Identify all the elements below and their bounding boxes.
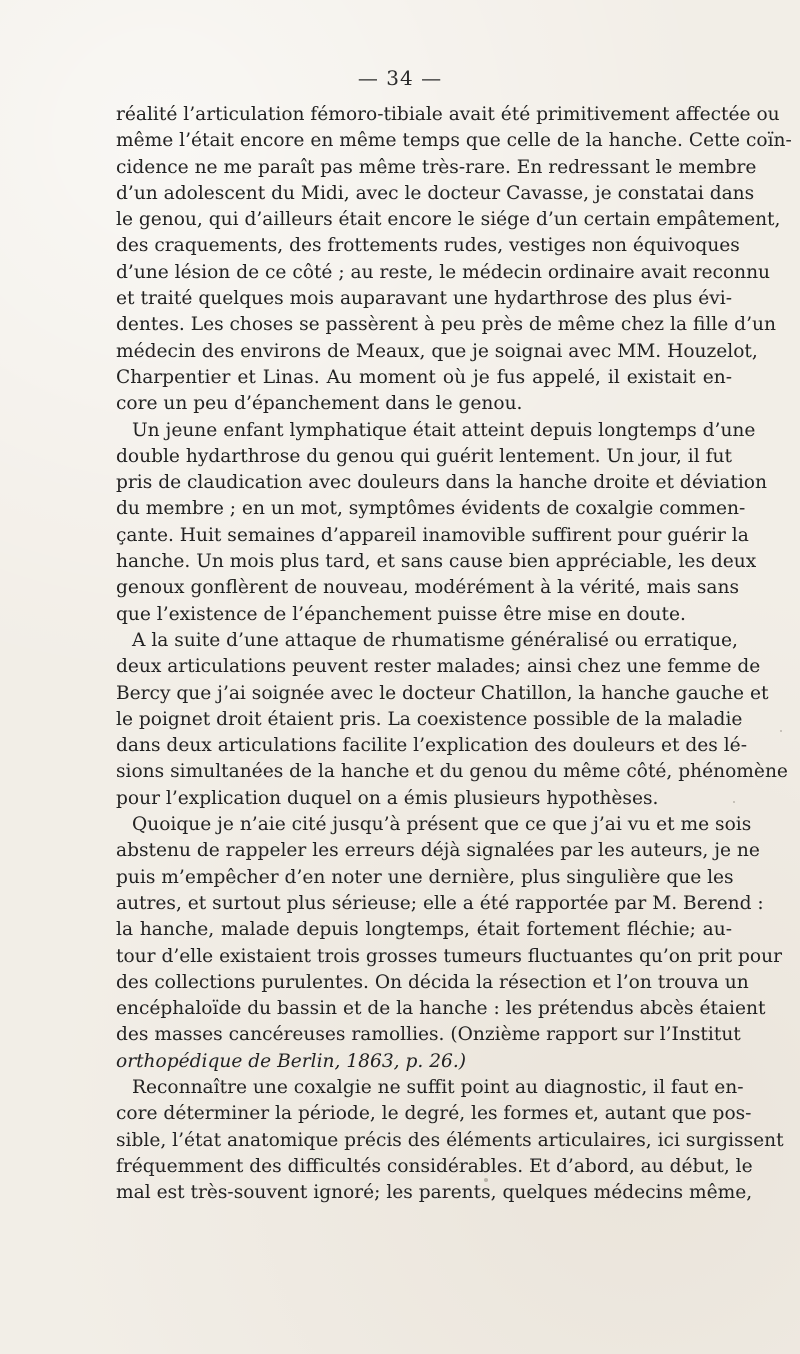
text-line: des craquements, des frottements rudes, vestiges non équivoques (116, 235, 740, 257)
text-line: A la suite d’une attaque de rhumatisme généralisé ou erratique, (132, 629, 738, 651)
text-line: le genou, qui d’ailleurs était encore le siége d’un certain empâtement, (116, 209, 781, 231)
text-line: pris de claudication avec douleurs dans la hanche droite et déviation (116, 472, 767, 494)
text-line: le poignet droit étaient pris. La coexistence possible de la maladie (116, 708, 743, 730)
text-line: genoux gonflèrent de nouveau, modérément à la vérité, mais sans (116, 577, 739, 599)
text-line: encéphaloïde du bassin et de la hanche : les prétendus abcès étaient (116, 998, 766, 1020)
text-line: médecin des environs de Meaux, que je soignai avec MM. Houzelot, (116, 340, 758, 362)
paragraph-1 (116, 102, 792, 418)
text-line: dans deux articulations facilite l’explication des douleurs et des lé- (116, 735, 747, 757)
paper-speck (733, 801, 735, 803)
text-line: la hanche, malade depuis longtemps, était fortement fléchie; au- (116, 919, 732, 941)
text-line: d’une lésion de ce côté ; au reste, le médecin ordinaire avait reconnu (116, 261, 771, 283)
text-line: des masses cancéreuses ramollies. (Onzième rapport sur l’Institut (116, 1024, 741, 1046)
text-line: d’un adolescent du Midi, avec le docteur Cavasse, je constatai dans (116, 182, 755, 204)
text-line: Quoique je n’aie cité jusqu’à présent que ce que j’ai vu et me sois (132, 814, 752, 836)
text-line: et traité quelques mois auparavant une hydarthrose des plus évi- (116, 288, 732, 310)
text-line: core un peu d’épanchement dans le genou. (116, 393, 523, 415)
text-line: fréquemment des difficultés considérables. Et d’abord, au début, le (116, 1155, 753, 1177)
text-line: Reconnaître une coxalgie ne suffit point au diagnostic, il faut en- (132, 1076, 744, 1098)
paper-speck (484, 1178, 488, 1182)
paper-speck (780, 730, 782, 732)
text-line: sible, l’état anatomique précis des éléments articulaires, ici surgissent (116, 1129, 784, 1151)
text-line: dentes. Les choses se passèrent à peu près de même chez la fille d’un (116, 314, 776, 336)
paragraph-4 (116, 812, 782, 1075)
text-line: core déterminer la période, le degré, les formes et, autant que pos- (116, 1103, 752, 1125)
text-line: Bercy que j’ai soignée avec le docteur Chatillon, la hanche gauche et (116, 682, 769, 704)
text-line: cidence ne me paraît pas même très-rare. En redressant le membre (116, 156, 757, 178)
text-line: réalité l’articulation fémoro-tibiale avait été primitivement affectée ou (116, 104, 780, 125)
text-line: çante. Huit semaines d’appareil inamovible suffirent pour guérir la (116, 524, 749, 546)
text-line: que l’existence de l’épanchement puisse être mise en doute. (116, 603, 686, 625)
text-line: du membre ; en un mot, symptômes évidents de coxalgie commen- (116, 498, 746, 520)
text-line: Un jeune enfant lymphatique était atteint depuis longtemps d’une (132, 419, 756, 441)
paragraph-5 (116, 1075, 784, 1206)
text-line: des collections purulentes. On décida la résection et l’on trouva un (116, 971, 749, 993)
body-text (116, 102, 792, 1206)
text-line: orthopédique de Berlin, 1863, p. 26.) (116, 1050, 467, 1072)
page-number: — 34 — (357, 66, 443, 90)
text-line: pour l’explication duquel on a émis plusieurs hypothèses. (116, 787, 659, 809)
text-line: abstenu de rappeler les erreurs déjà signalées par les auteurs, je ne (116, 840, 760, 862)
paragraph-3 (116, 628, 788, 812)
text-line: autres, et surtout plus sérieuse; elle a été rapportée par M. Berend : (116, 892, 764, 914)
text-line: tour d’elle existaient trois grosses tumeurs fluctuantes qu’on prit pour (116, 945, 782, 967)
paragraph-2 (116, 418, 767, 628)
text-line: mal est très-souvent ignoré; les parents, quelques médecins même, (116, 1182, 753, 1204)
text-line: sions simultanées de la hanche et du genou du même côté, phénomène (116, 761, 788, 783)
text-line: deux articulations peuvent rester malades; ainsi chez une femme de (116, 656, 761, 678)
text-line: puis m’empêcher d’en noter une dernière, plus singulière que les (116, 866, 734, 888)
text-line: hanche. Un mois plus tard, et sans cause bien appréciable, les deux (116, 551, 757, 573)
text-line: double hydarthrose du genou qui guérit lentement. Un jour, il fut (116, 445, 732, 467)
text-line: même l’était encore en même temps que celle de la hanche. Cette coïn- (116, 130, 792, 152)
text-line: Charpentier et Linas. Au moment où je fus appelé, il existait en- (116, 366, 732, 388)
